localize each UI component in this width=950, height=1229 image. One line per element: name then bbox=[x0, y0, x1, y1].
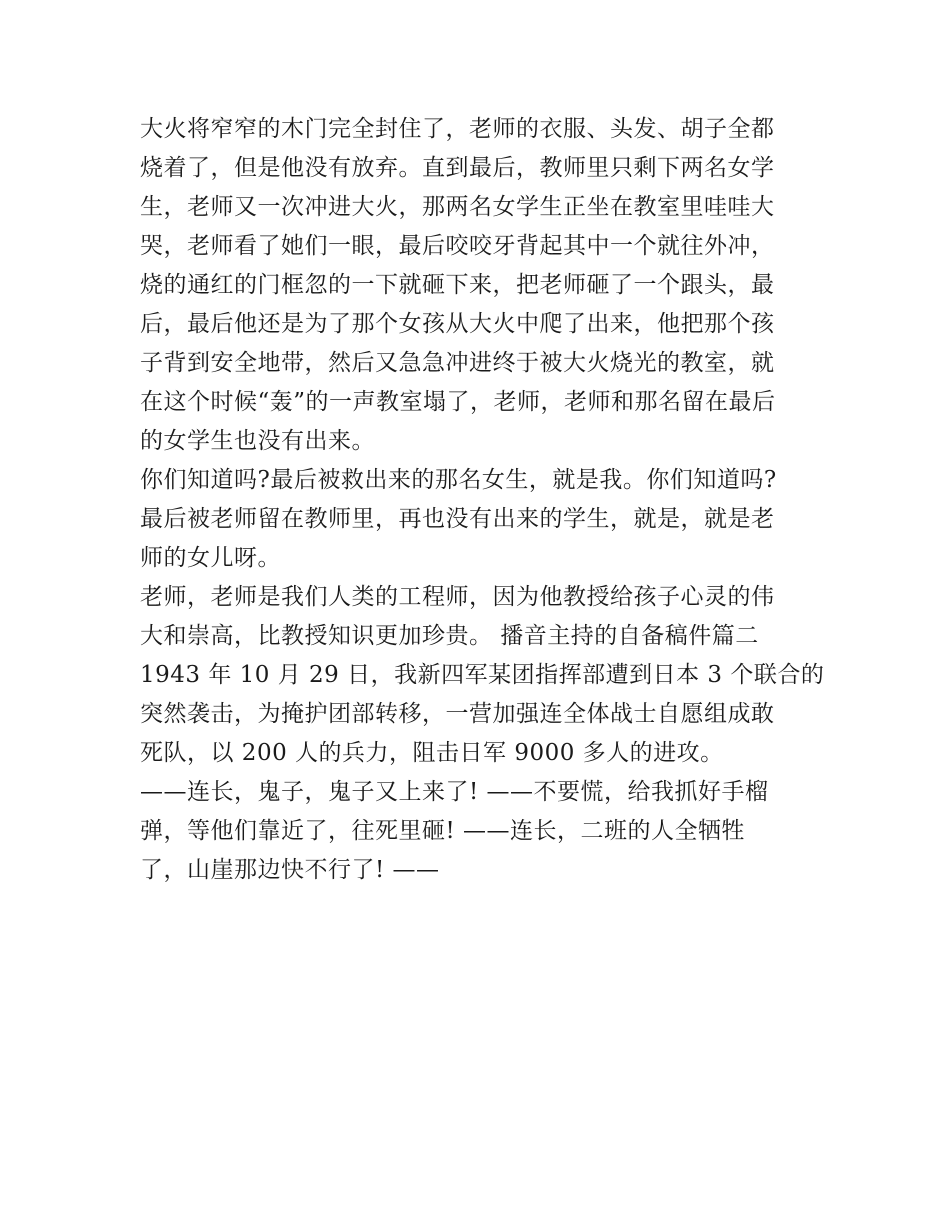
text-line: 老师，老师是我们人类的工程师，因为他教授给孩子心灵的伟 bbox=[140, 584, 775, 610]
text-line: 在这个时候“轰”的一声教室塌了，老师，老师和那名留在最后 bbox=[140, 389, 776, 415]
text-line: 烧着了，但是他没有放弃。直到最后，教师里只剩下两名女学 bbox=[140, 155, 775, 181]
text-line: 大火将窄窄的木门完全封住了，老师的衣服、头发、胡子全都 bbox=[140, 116, 775, 142]
text-line: 1943 年 10 月 29 日，我新四军某团指挥部遭到日本 3 个联合的 bbox=[140, 662, 825, 688]
text-line: 突然袭击，为掩护团部转移，一营加强连全体战士自愿组成敢 bbox=[140, 701, 775, 727]
text-line: 你们知道吗?最后被救出来的那名女生，就是我。你们知道吗? bbox=[140, 467, 777, 493]
document-body bbox=[140, 110, 825, 890]
text-line: ——连长，鬼子，鬼子又上来了! ——不要慌，给我抓好手榴 bbox=[140, 779, 769, 805]
text-line: 了，山崖那边快不行了! —— bbox=[140, 857, 440, 883]
text-line: 烧的通红的门框忽的一下就砸下来，把老师砸了一个跟头，最 bbox=[140, 272, 775, 298]
text-line: 后，最后他还是为了那个女孩从大火中爬了出来，他把那个孩 bbox=[140, 311, 775, 337]
text-line: 师的女儿呀。 bbox=[140, 545, 281, 571]
text-line: 生，老师又一次冲进大火，那两名女学生正坐在教室里哇哇大 bbox=[140, 194, 775, 220]
text-line: 子背到安全地带，然后又急急冲进终于被大火烧光的教室，就 bbox=[140, 350, 775, 376]
text-line: 的女学生也没有出来。 bbox=[140, 428, 375, 454]
text-line: 大和崇高，比教授知识更加珍贵。 播音主持的自备稿件篇二 bbox=[140, 623, 759, 649]
text-line: 最后被老师留在教师里，再也没有出来的学生，就是，就是老 bbox=[140, 506, 775, 532]
text-line: 死队，以 200 人的兵力，阻击日军 9000 多人的进攻。 bbox=[140, 740, 724, 766]
text-line: 弹，等他们靠近了，往死里砸! ——连长，二班的人全牺牲 bbox=[140, 818, 746, 844]
text-line: 哭，老师看了她们一眼，最后咬咬牙背起其中一个就往外冲， bbox=[140, 233, 775, 259]
